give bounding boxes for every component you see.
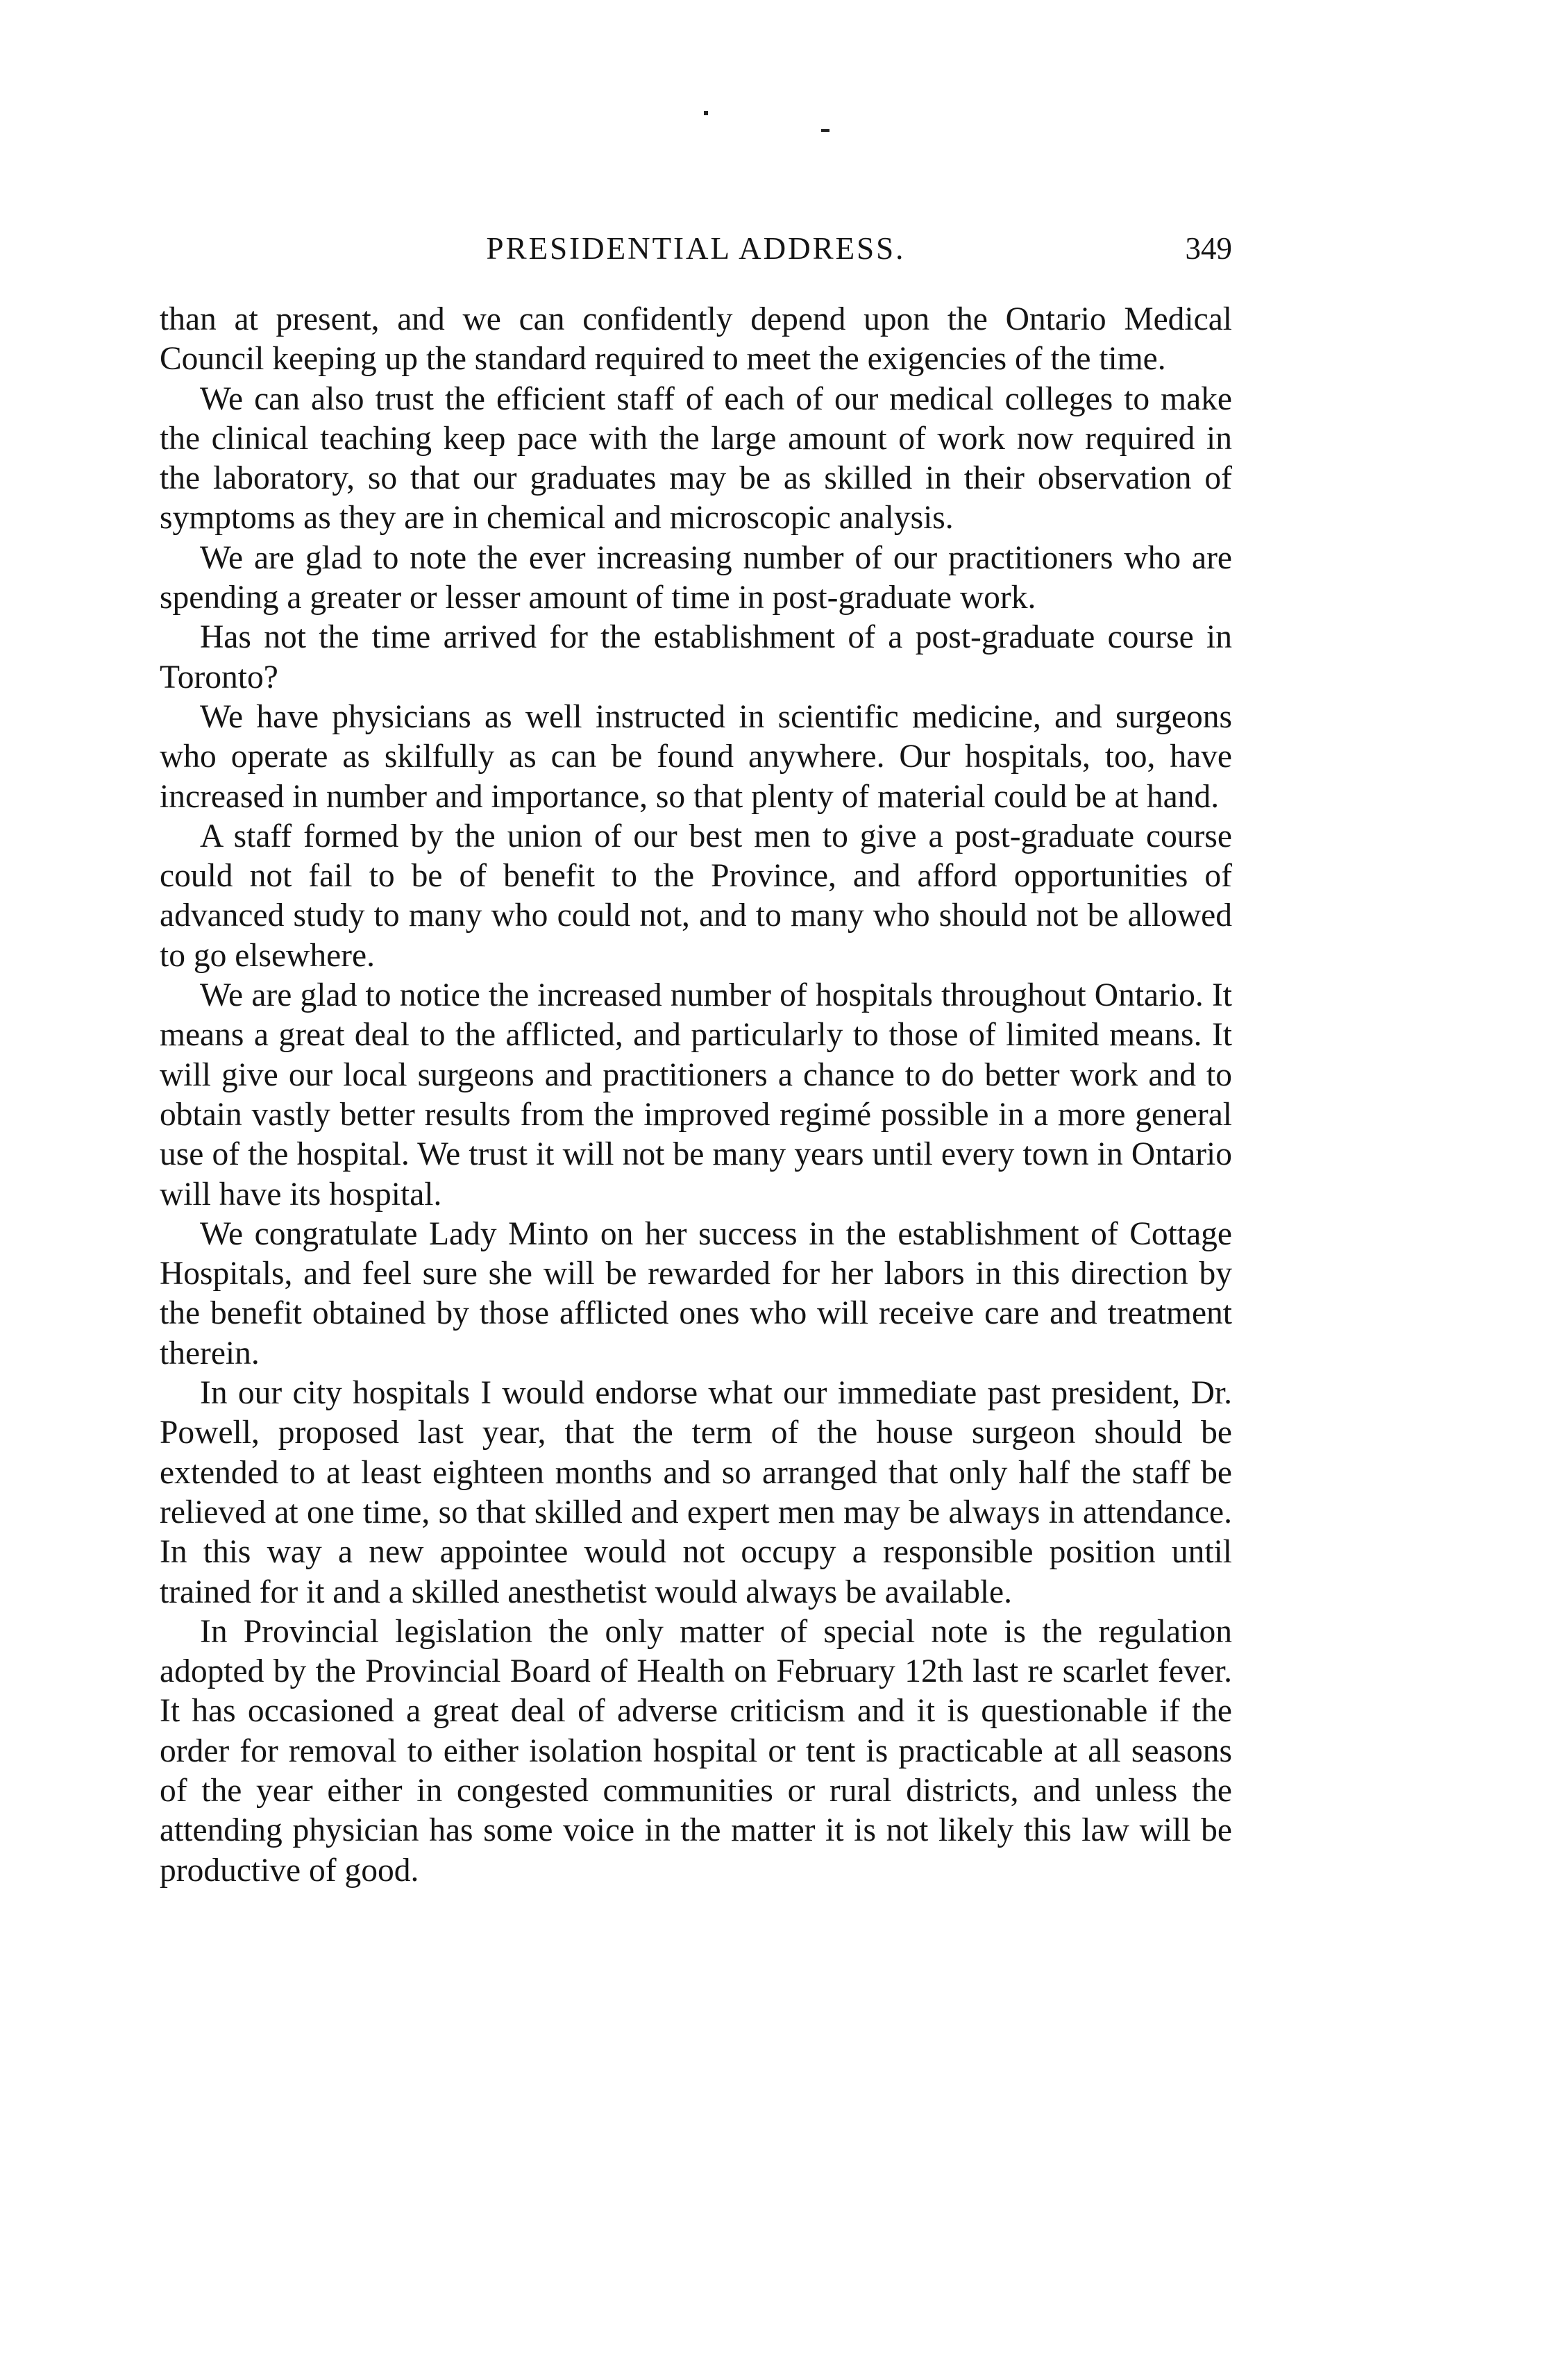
paragraph: In Provincial legislation the only matter of special note is the regulation adopted by the Provincial Board of Health on February 12th last re scarlet fever. It has occasioned a great deal of adverse criticism and it is questionable if the order for removal to either isolation hospital or tent is practicable at all seasons of the year either in congested communities or rural districts, and unless the attending physician has some voice in the matter it is not likely this law will be productive of good.: [160, 1613, 1232, 1889]
paragraph: We are glad to note the ever increasing number of our practitioners who are spending a greater or lesser amount of time in post-graduate work.: [160, 539, 1232, 616]
paragraph: Has not the time arrived for the establishment of a post-graduate course in Toronto?: [160, 619, 1232, 695]
page-number: 349: [1185, 231, 1232, 266]
paragraph: than at present, and we can confidently depend upon the Ontario Medical Council keeping up the standard required to meet the exigencies of the time.: [160, 301, 1232, 378]
paragraph: We congratulate Lady Minto on her success in the establishment of Cottage Hospitals, and feel sure she will be rewarded for her labors in this direction by the benefit obtained by those afflicted ones who will receive care and treatment therein.: [160, 1215, 1232, 1372]
running-head: PRESIDENTIAL ADDRESS.: [486, 231, 906, 266]
paragraph: We can also trust the efficient staff of each of our medical colleges to make the clinical teaching keep pace with the large amount of work now required in the laboratory, so that our graduates may be as skilled in their observation of symptoms as they are in chemical and microscopic analysis.: [160, 380, 1232, 537]
paragraph: In our city hospitals I would endorse what our immediate past president, Dr. Powell, proposed last year, that the term of the house surgeon should be extended to at least eighteen months and so arranged that only half the staff be relieved at one time, so that skilled and expert men may be always in attendance. In this way a new appointee would not occupy a responsible position until trained for it and a skilled anesthetist would always be available.: [160, 1375, 1232, 1610]
paragraph: We have physicians as well instructed in scientific medicine, and surgeons who operate as skilfully as can be found anywhere. Our hospitals, too, have increased in number and importance, so that plenty of material could be at hand.: [160, 698, 1232, 815]
paragraph: We are glad to notice the increased number of hospitals throughout Ontario. It means a great deal to the afflicted, and particularly to those of limited means. It will give our local surgeons and practitioners a chance to do better work and to obtain vastly better results from the improved regimé possible in a more general use of the hospital. We trust it will not be many years until every town in Ontario will have its hospital.: [160, 977, 1232, 1213]
body-text: [160, 300, 1232, 1891]
paragraph: A staff formed by the union of our best men to give a post-graduate course could not fail to be of benefit to the Province, and afford opportunities of advanced study to many who could not, and to many who should not be allowed to go elsewhere.: [160, 818, 1232, 974]
page-header: [160, 221, 1232, 269]
